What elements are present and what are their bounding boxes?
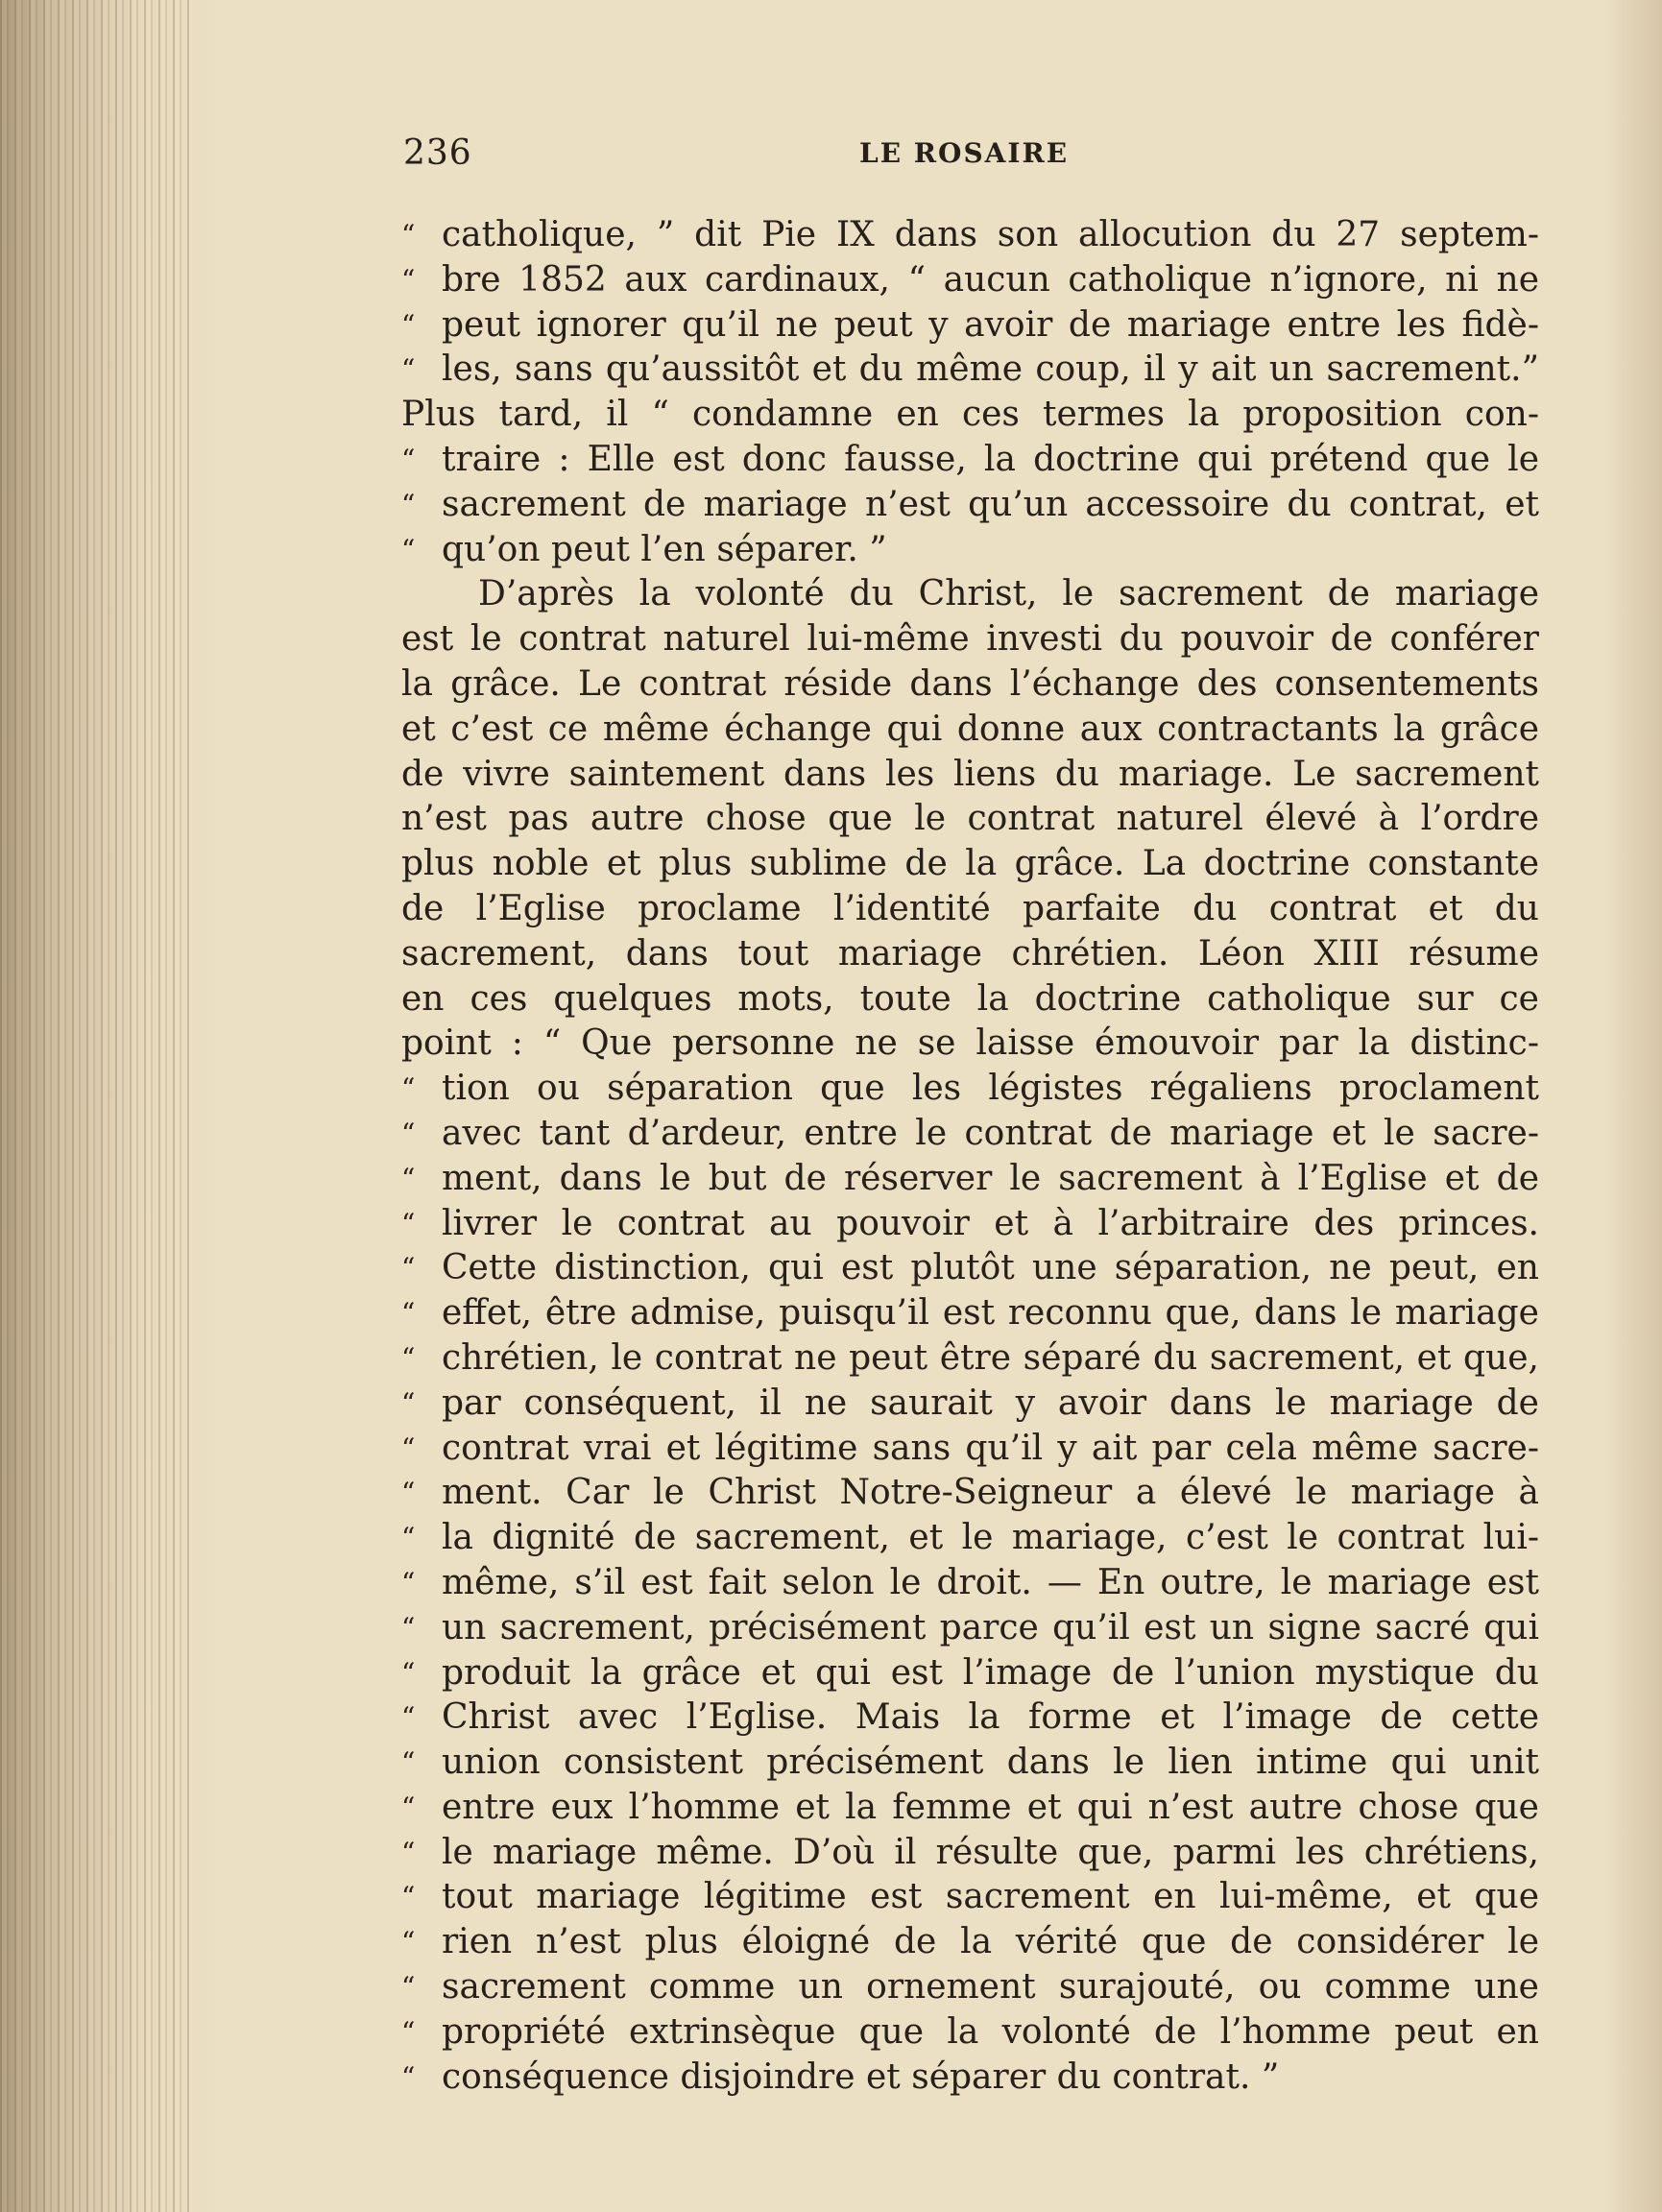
line-text: de l’Eglise proclame l’identité parfaite du contrat et du <box>401 888 1539 928</box>
text-line <box>401 348 1539 393</box>
text-line <box>401 438 1539 483</box>
quote-mark: “ <box>401 1117 416 1149</box>
line-text: produit la grâce et qui est l’image de l’union mystique du <box>442 1652 1539 1693</box>
quote-mark: “ <box>401 1522 416 1554</box>
quote-mark: “ <box>401 1162 416 1194</box>
text-line <box>401 258 1539 303</box>
text-line <box>401 1965 1539 2010</box>
text-line <box>401 617 1539 662</box>
page-number: 236 <box>403 133 472 173</box>
line-text: de vivre saintement dans les liens du mariage. Le sacrement <box>401 754 1539 794</box>
quote-mark: “ <box>401 1971 416 2004</box>
body-text <box>401 213 1539 2100</box>
quote-mark: “ <box>401 308 416 341</box>
quote-mark: “ <box>401 1297 416 1330</box>
text-line <box>401 1606 1539 1651</box>
text-line <box>401 1112 1539 1157</box>
quote-mark: “ <box>401 1431 416 1464</box>
quote-mark: “ <box>401 1791 416 1823</box>
quote-mark: “ <box>401 1072 416 1105</box>
line-text: ment, dans le but de réserver le sacrement à l’Eglise et de <box>442 1158 1539 1198</box>
line-text: Christ avec l’Eglise. Mais la forme et l’image de cette <box>442 1697 1539 1738</box>
text-line <box>401 303 1539 349</box>
text-line <box>401 1157 1539 1202</box>
text-line <box>401 1471 1539 1516</box>
text-line <box>401 1202 1539 1247</box>
line-text: D’après la volonté du Christ, le sacrement de mariage <box>478 574 1539 614</box>
quote-mark: “ <box>401 1701 416 1734</box>
line-text: effet, être admise, puisqu’il est reconnu que, dans le mariage <box>442 1293 1539 1334</box>
quote-mark: “ <box>401 263 416 296</box>
text-line <box>401 1516 1539 1561</box>
line-text: avec tant d’ardeur, entre le contrat de mariage et le sacre- <box>442 1113 1539 1153</box>
quote-mark: “ <box>401 488 416 520</box>
line-text: un sacrement, précisément parce qu’il est un signe sacré qui <box>442 1607 1539 1647</box>
line-text: sacrement de mariage n’est qu’un accessoire du contrat, et <box>442 484 1539 524</box>
text-line <box>401 393 1539 438</box>
quote-mark: “ <box>401 1477 416 1509</box>
text-line <box>401 1786 1539 1831</box>
text-line <box>401 1291 1539 1336</box>
text-line <box>401 1920 1539 1965</box>
text-line <box>401 1651 1539 1696</box>
line-text: qu’on peut l’en séparer. ” <box>442 529 887 569</box>
line-text: peut ignorer qu’il ne peut y avoir de mariage entre les fidè- <box>442 304 1539 345</box>
quote-mark: “ <box>401 1207 416 1239</box>
line-text: sacrement, dans tout mariage chrétien. Léon XIII résume <box>401 933 1539 974</box>
line-text: livrer le contrat au pouvoir et à l’arbitraire des princes. <box>442 1203 1539 1243</box>
text-line <box>401 528 1539 573</box>
line-text: tion ou séparation que les légistes régaliens proclament <box>442 1069 1539 1109</box>
text-line <box>401 1561 1539 1606</box>
text-line <box>401 1875 1539 1920</box>
quote-mark: “ <box>401 219 416 251</box>
line-text: le mariage même. D’où il résulte que, parmi les chrétiens, <box>442 1832 1539 1872</box>
line-text: entre eux l’homme et la femme et qui n’est autre chose que <box>442 1787 1539 1827</box>
quote-mark: “ <box>401 1566 416 1599</box>
text-line <box>401 977 1539 1022</box>
line-text: contrat vrai et légitime sans qu’il y ait par cela même sacre- <box>442 1428 1539 1468</box>
text-line <box>401 708 1539 753</box>
text-line <box>401 1067 1539 1112</box>
quote-mark: “ <box>401 1836 416 1868</box>
quote-mark: “ <box>401 1341 416 1374</box>
line-text: tout mariage légitime est sacrement en lui-même, et que <box>442 1877 1539 1917</box>
running-header <box>403 132 1536 175</box>
text-line <box>401 1427 1539 1472</box>
line-text: plus noble et plus sublime de la grâce. La doctrine constante <box>401 844 1539 884</box>
line-text: Cette distinction, qui est plutôt une séparation, ne peut, en <box>442 1248 1539 1288</box>
quote-mark: “ <box>401 353 416 386</box>
line-text: et c’est ce même échange qui donne aux contractants la grâce <box>401 709 1539 749</box>
line-text: rien n’est plus éloigné de la vérité que de considérer le <box>442 1922 1539 1962</box>
line-text: n’est pas autre chose que le contrat naturel élevé à l’ordre <box>401 799 1539 839</box>
line-text: la grâce. Le contrat réside dans l’échange des consentements <box>401 663 1539 704</box>
line-text: bre 1852 aux cardinaux, “ aucun catholique n’ignore, ni ne <box>442 259 1539 300</box>
text-line <box>401 797 1539 842</box>
text-line <box>401 887 1539 932</box>
quote-mark: “ <box>401 1746 416 1779</box>
text-line <box>401 842 1539 887</box>
quote-mark: “ <box>401 443 416 475</box>
line-text: même, s’il est fait selon le droit. — En outre, le mariage est <box>442 1562 1539 1602</box>
quote-mark: “ <box>401 1386 416 1419</box>
line-text: catholique, ” dit Pie IX dans son allocution du 27 septem- <box>442 215 1539 254</box>
line-text: par conséquent, il ne saurait y avoir dans le mariage de <box>442 1382 1539 1423</box>
line-text: ment. Car le Christ Notre-Seigneur a élevé le mariage à <box>442 1473 1539 1513</box>
line-text: en ces quelques mots, toute la doctrine catholique sur ce <box>401 978 1539 1019</box>
text-line <box>401 213 1539 258</box>
line-text: union consistent précisément dans le lien intime qui unit <box>442 1743 1539 1783</box>
text-line <box>401 1695 1539 1741</box>
text-line <box>401 2010 1539 2056</box>
text-line <box>401 753 1539 798</box>
text-line <box>401 1022 1539 1067</box>
line-text: propriété extrinsèque que la volonté de l’homme peut en <box>442 2011 1539 2052</box>
page-gutter-edge <box>0 0 192 2212</box>
quote-mark: “ <box>401 1611 416 1644</box>
text-line <box>401 1831 1539 1876</box>
text-line <box>401 662 1539 708</box>
text-line <box>401 572 1539 617</box>
text-line <box>401 2056 1539 2101</box>
text-line <box>401 1741 1539 1786</box>
quote-mark: “ <box>401 1926 416 1959</box>
quote-mark: “ <box>401 533 416 565</box>
text-line <box>401 1246 1539 1291</box>
line-text: conséquence disjoindre et séparer du contrat. ” <box>442 2056 1280 2097</box>
running-title: LE ROSAIRE <box>859 137 1070 169</box>
text-line <box>401 1336 1539 1382</box>
line-text: la dignité de sacrement, et le mariage, c’est le contrat lui- <box>442 1518 1539 1558</box>
line-text: Plus tard, il “ condamne en ces termes la proposition con- <box>401 395 1539 435</box>
quote-mark: “ <box>401 1252 416 1285</box>
line-text: traire : Elle est donc fausse, la doctrine qui prétend que le <box>442 439 1539 479</box>
quote-mark: “ <box>401 2015 416 2048</box>
line-text: les, sans qu’aussitôt et du même coup, il y ait un sacrement.” <box>442 349 1539 390</box>
text-line <box>401 483 1539 528</box>
quote-mark: “ <box>401 2060 416 2093</box>
quote-mark: “ <box>401 1656 416 1689</box>
text-line <box>401 1382 1539 1427</box>
line-text: point : “ Que personne ne se laisse émouvoir par la distinc- <box>401 1023 1539 1064</box>
line-text: chrétien, le contrat ne peut être séparé du sacrement, et que, <box>442 1337 1539 1378</box>
quote-mark: “ <box>401 1881 416 1913</box>
line-text: est le contrat naturel lui-même investi du pouvoir de conférer <box>401 619 1539 660</box>
line-text: sacrement comme un ornement surajouté, ou comme une <box>442 1967 1539 2008</box>
text-line <box>401 932 1539 977</box>
